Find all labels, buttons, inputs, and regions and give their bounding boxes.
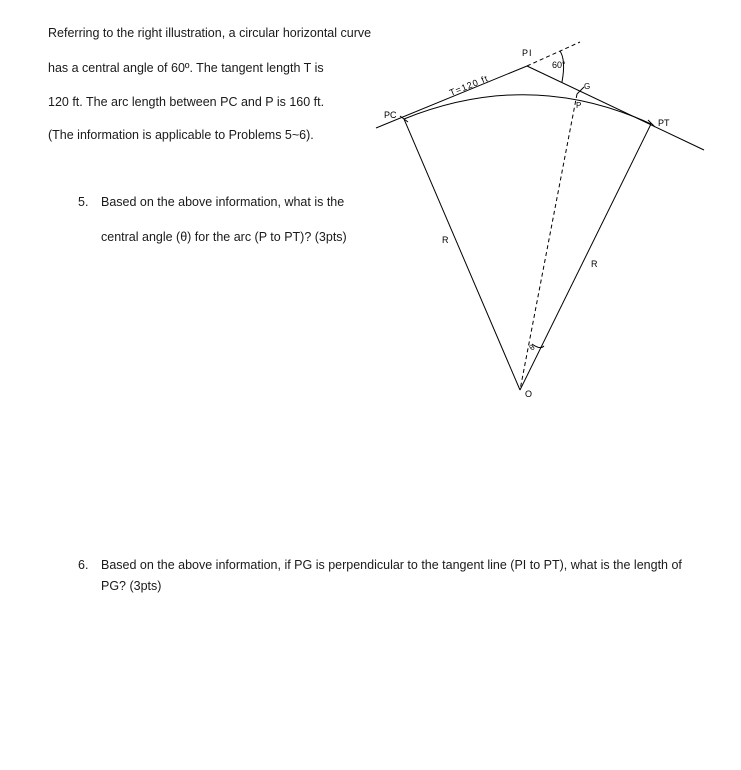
intro-line-4: (The information is applicable to Problems 5~6). [48,128,314,142]
intro-line-2: has a central angle of 60º. The tangent length T is [48,61,324,75]
label-p: P [576,101,582,110]
circular-curve-arc [404,95,651,124]
label-o: O [525,389,533,399]
label-tangent-length: T=120 ft [448,73,491,98]
intro-line-1: Referring to the right illustration, a circular horizontal curve [48,26,372,40]
label-pi: PI [522,48,533,58]
label-theta: θ [527,342,537,353]
label-g: G [584,82,591,91]
question-6-text: Based on the above information, if PG is perpendicular to the tangent line (PI to PT), what is the length of PG? (3pts) [101,558,682,593]
radius-line-pc [404,119,520,390]
question-6-number: 6. [78,558,89,572]
label-pc: PC [384,110,397,120]
intro-line-3: 120 ft. The arc length between PC and P is 160 ft. [48,95,325,109]
label-angle: 60° [552,60,566,70]
label-r-right: R [591,259,598,269]
question-5-number: 5. [78,195,89,209]
forward-tangent-line [527,66,704,150]
label-pt: PT [658,118,670,128]
radius-line-pt [520,124,651,390]
question-5-line-1: Based on the above information, what is the [101,195,345,209]
question-5-line-2: central angle (θ) for the arc (P to PT)? (3pts) [101,230,347,244]
label-r-left: R [442,235,449,245]
